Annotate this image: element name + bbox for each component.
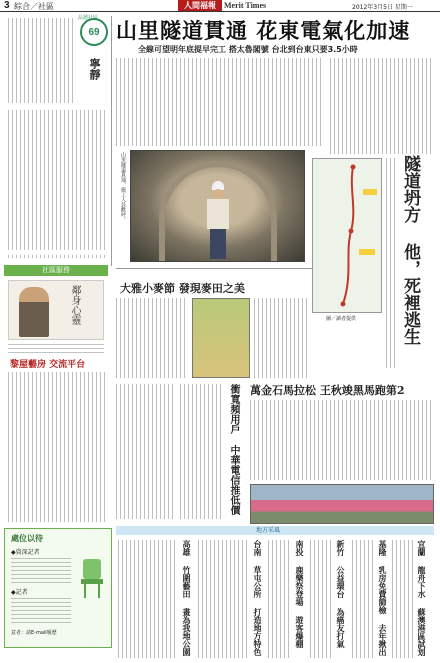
middle-feature-title: 大雅小麥節 發現麥田之美 (120, 282, 245, 295)
page-number: 3 (4, 0, 10, 11)
bottom-headline-2: 基隆 乳房免費篩檢 去年揪出 (378, 540, 388, 656)
main-headline: 山里隧道貫通 花東電氣化加速 (116, 18, 411, 43)
telecom-text (180, 384, 222, 519)
tunnel-photo-caption: 山里隧道貫通，施工人員歡呼。 (120, 152, 126, 222)
ad-text-1 (11, 557, 71, 583)
marathon-title: 萬金石馬拉松 王秋竣黑馬跑第2 (250, 384, 405, 397)
bottom-headline-5: 台南 草屯公所 打造地方特色 (253, 540, 263, 656)
middle-feature-text-2 (254, 298, 310, 378)
top-bar (0, 0, 440, 12)
sidebar-box-title: 社區服務 (42, 266, 70, 274)
right-feature-text (386, 158, 396, 368)
badge-number: 69 (88, 26, 100, 38)
bottom-headline-3: 新竹 公益環台 為癌友打氣 (336, 540, 346, 648)
bottom-text-2 (352, 540, 376, 658)
bottom-text-1 (392, 540, 414, 658)
sidebar-illustration (8, 280, 104, 340)
bottom-section-title: 地方采風 (256, 527, 281, 534)
sidebar-image-calligraphy: 鄰身心靈 (69, 285, 80, 325)
wheat-photo (192, 298, 250, 378)
telecom-text-left (116, 384, 176, 519)
map-caption: 圖／讀者提供 (326, 316, 357, 322)
worker-figure (205, 181, 231, 261)
sub-headline: 全線可望明年底提早完工 搭太魯閣號 台北到台東只要3.5小時 (138, 45, 358, 54)
bottom-text-5 (198, 540, 250, 658)
sidebar-caption-title: 黎屋藝房 交流平台 (10, 360, 86, 370)
telecom-title: 衝寬頻用戶 中華電信推低價 (228, 384, 239, 515)
ad-line-2: ◆記者 (11, 589, 28, 596)
masthead-english: Merit Times (224, 1, 267, 10)
mid-divider (116, 268, 312, 269)
ad-contact: 意者：請E-mail履歷 (11, 630, 57, 636)
left-column-text (8, 18, 74, 103)
person-figure (19, 287, 49, 337)
marathon-photo (250, 484, 434, 524)
route-map (312, 158, 382, 313)
issue-date: 2012年3月5日 星期一 (352, 4, 413, 11)
right-feature-title: 隧道坍方 他，死裡逃生 (400, 155, 420, 345)
recruit-ad (4, 528, 112, 648)
marathon-text (250, 400, 434, 480)
bottom-text-4 (268, 540, 292, 658)
map-svg (313, 159, 383, 314)
middle-feature-text (116, 298, 188, 378)
bottom-headline-4: 南投 鹿樂祭登場 遊客爆棚 (295, 540, 305, 648)
chair-graphic (79, 559, 105, 599)
left-column-text-2 (8, 110, 108, 250)
bottom-section-header (116, 526, 434, 535)
masthead-logo: 人間福報 (178, 0, 222, 11)
bottom-text-6 (118, 540, 178, 658)
column-text (8, 255, 108, 258)
section-label: 綜合／社區 (14, 2, 54, 11)
bottom-headline-1: 宜蘭 龍舟下水 蘇澳港區試划 (417, 540, 427, 656)
ad-text-2 (11, 597, 71, 623)
bottom-headline-6: 高雄 竹圍藝田 畫為我地公園 (182, 540, 192, 656)
sidebar-text (8, 372, 108, 522)
ad-line-1: ◆資深記者 (11, 549, 40, 556)
tunnel-photo (130, 150, 305, 262)
lead-story-text (116, 58, 324, 146)
badge-label: 品德社區 (78, 15, 99, 21)
sidebar-caption (8, 343, 104, 353)
sidebar-box-header (4, 265, 108, 276)
bottom-text-3 (310, 540, 334, 658)
ad-title: 處位以待 (11, 534, 43, 543)
lead-story-text-right (330, 58, 434, 154)
column-title: 寧靜 (88, 58, 101, 80)
left-divider (111, 16, 112, 266)
community-badge (80, 18, 108, 46)
